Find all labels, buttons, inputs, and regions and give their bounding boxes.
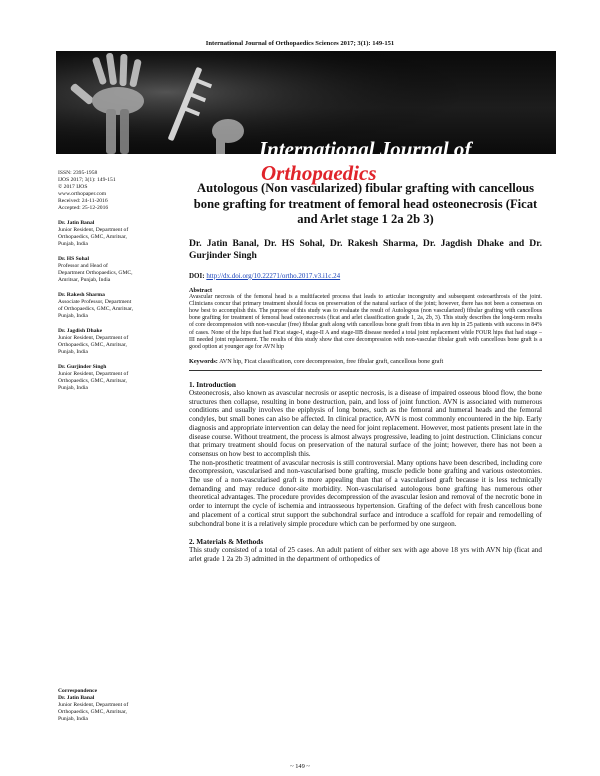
keywords-text: AVN hip, Ficat classification, core decompression, free fibular graft, cancellous bone graft — [219, 358, 444, 366]
keywords — [189, 358, 542, 365]
journal-name-sciences: Sciences — [381, 161, 457, 185]
affiliation-line: Orthopaedics, GMC, Amritsar, — [58, 342, 127, 348]
methods-heading: 2. Materials & Methods — [189, 537, 264, 547]
doi — [189, 272, 542, 280]
affiliation-name: Dr. HS Sohal — [58, 256, 90, 262]
article-main — [189, 181, 542, 564]
affiliation — [58, 328, 176, 356]
affiliation-line: Punjab, India — [58, 313, 88, 319]
affiliation-line: Junior Resident, Department of — [58, 371, 129, 377]
affiliation-line: Department Orthopaedics, GMC, — [58, 270, 133, 276]
introduction-heading: 1. Introduction — [189, 380, 236, 390]
article-title: Autologous (Non vascularized) fibular grafting with cancellous bone grafting for treatment of femoral head osteonecrosis (Ficat and Arlet stage 1 2a 2b 3) — [193, 181, 538, 227]
journal-volume: IJOS 2017; 3(1): 149-151 — [58, 177, 116, 183]
introduction-paragraph-1: Osteonecrosis, also known as avascular necrosis or aseptic necrosis, is a disease of impaired osseous blood flow, the bone structures then collapse, resulting in bone destruction, pain, and loss of joint function. AVN is associated with numerous conditions and usually involves the epiphysis of long bones, such as the femoral and humeral heads and the femoral condyles, but small bones can also be affected. In clinical practice, AVN is most commonly encountered in the hip. Early diagnosis and appropriate intervention can delay the need for joint replacement. However, most patients present late in the disease course. Without treatment, the process is almost always progressive, leading to joint destruction. Clinicians concur that primary treatment should focus on preservation of the natural surface of the joint; however, there has not been a consensus on how best to accomplish this. — [189, 389, 542, 458]
website-link[interactable]: www.orthopaper.com — [58, 191, 107, 197]
abstract-heading: Abstract — [189, 286, 213, 294]
affiliation-name: Dr. Jagdish Dhake — [58, 328, 103, 334]
affiliation-line: Orthopaedics, GMC, Amritsar, — [58, 378, 127, 384]
left-sidebar — [58, 170, 176, 392]
affiliation-line: Junior Resident, Department of — [58, 227, 129, 233]
correspondence-line: Orthopaedics, GMC, Amritsar, — [58, 709, 127, 715]
correspondence — [58, 688, 176, 723]
running-head: International Journal of Orthopaedics Sciences 2017; 3(1): 149-151 — [205, 40, 395, 47]
section-divider — [189, 370, 542, 371]
affiliation-line: Punjab, India — [58, 241, 88, 247]
copyright: © 2017 IJOS — [58, 184, 88, 190]
journal-name-orthopaedics: Orthopaedics — [261, 161, 377, 185]
correspondence-line: Junior Resident, Department of — [58, 702, 129, 708]
affiliation — [58, 256, 176, 284]
page-number: ~ 149 ~ — [290, 763, 310, 770]
affiliation-name: Dr. Gurjinder Singh — [58, 364, 107, 370]
affiliation-line: Junior Resident, Department of — [58, 335, 129, 341]
accepted-date: Accepted: 25-12-2016 — [58, 205, 109, 211]
introduction-paragraph-2: The non-prosthetic treatment of avascular necrosis is still controversial. Many options have been described, including core decompression, vascularised and non-vascularised bone grafting, muscle pedicle bone grafting and various osteotomies. The use of a non-vascularised graft is more appealing than that of a vascularised graft because it is less technically demanding and may reduce donor-site morbidity. Non-vascularised autologous bone grafting has numerous other theoretical advantages. The procedure provides decompression of the avascular lesion and removal of the necrotic bone in order to interrupt the cycle of ischemia and intraosseous hypertension. Grafting of the defect with fresh cancellous bone and placement of a cortical strut support the subchondral surface and introduce a scaffold for repair and remodelling of subchondral bone it is a relatively simple procedure which can be performed by one surgeon. — [189, 458, 542, 528]
issn: ISSN: 2395-1958 — [58, 170, 98, 176]
affiliation-line: Orthopaedics, GMC, Amritsar, — [58, 234, 127, 240]
affiliation-line: Punjab, India — [58, 385, 88, 391]
doi-label: DOI: — [189, 271, 205, 280]
affiliation-line: Amritsar, Punjab, India — [58, 277, 111, 283]
affiliation — [58, 292, 176, 320]
received-date: Received: 24-11-2016 — [58, 198, 108, 204]
methods-paragraph-1: This study consisted of a total of 25 cases. An adult patient of either sex with age above 18 yrs with AVN hip (ficat and arlet grade 1 2a 2b 3) admitted in the department of orthopedics of — [189, 546, 542, 563]
affiliation-name: Dr. Jatin Banal — [58, 220, 95, 226]
affiliation — [58, 364, 176, 392]
correspondence-name: Dr. Jatin Banal — [58, 695, 95, 701]
publication-meta — [58, 170, 176, 212]
affiliation-line: Associate Professor, Department — [58, 299, 132, 305]
keywords-label: Keywords: — [189, 358, 218, 366]
abstract-text: Avascular necrosis of the femoral head is a multifaceted process that leads to articular incongruity and subsequent osteoarthrosis of the joint. Clinicians concur that primary treatment should focus on preservation of the natural surface of the joint; however, there has not been a consensus on how best to accomplish this. The purpose of this study was to evaluate the result of Autologous (non vascularized) fibular grafting with cancellous bone grafting for treatment of femoral head osteonecrosis (ficat and arlet classification grade 1, 2a, 2b, 3). This study describes the long-term results of core decompression with non-vascular (free) fibular graft along with cancellous bone graft from tibia in avn hip in 25 patients with success in 84% of cases. None of the hips that had Ficat stage-I, stage-II A and stage-IIB disease needed a total joint replacement while FOUR hips that had stage –III needed joint replacement. The results of this study show that core decompression with non-vascular fibular graft with cancellous bone graft is a good option at younger age for AVN hip — [189, 293, 542, 350]
correspondence-line: Punjab, India — [58, 716, 88, 722]
affiliation — [58, 220, 176, 248]
doi-link[interactable]: http://dx.doi.org/10.22271/ortho.2017.v3.i1c.24 — [206, 271, 341, 280]
article-authors: Dr. Jatin Banal, Dr. HS Sohal, Dr. Rakesh Sharma, Dr. Jagdish Dhake and Dr. Gurjinder Singh — [189, 237, 542, 262]
correspondence-label: Correspondence — [58, 688, 98, 694]
affiliation-line: Punjab, India — [58, 349, 88, 355]
affiliation-line: of Orthopaedics, GMC, Amritsar, — [58, 306, 133, 312]
journal-name-line1: International Journal of — [259, 137, 472, 161]
affiliation-line: Professor and Head of — [58, 263, 108, 269]
affiliation-name: Dr. Rakesh Sharma — [58, 292, 105, 298]
